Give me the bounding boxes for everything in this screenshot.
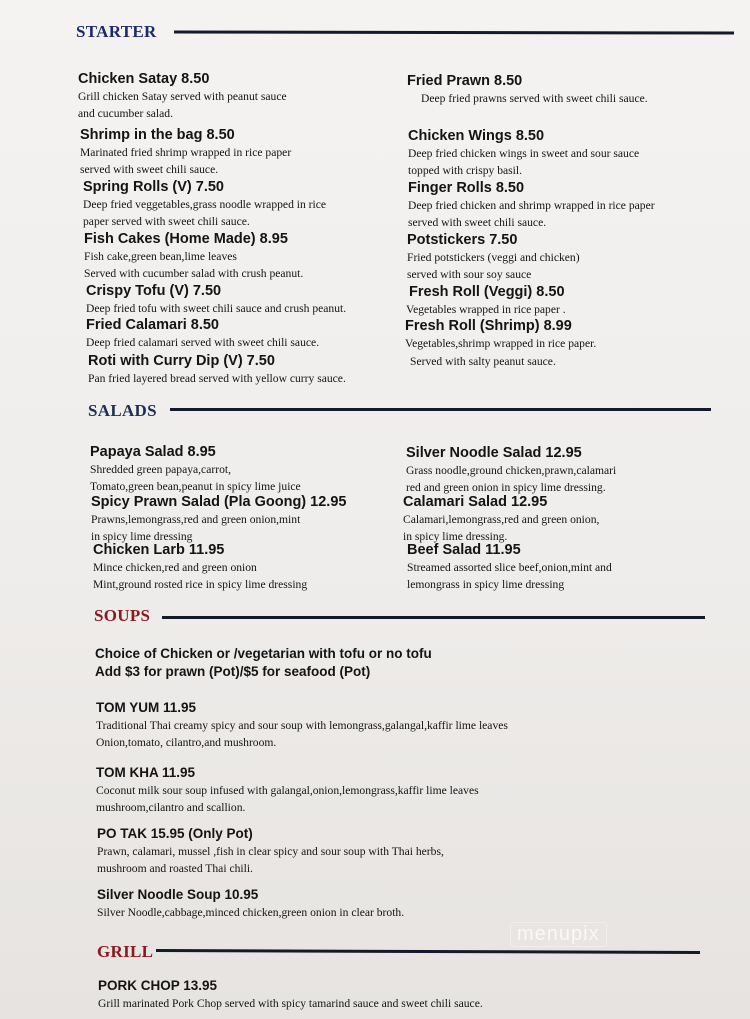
item-desc: Calamari,lemongrass,red and green onion, xyxy=(403,513,600,526)
menu-item xyxy=(403,493,599,545)
menu-item xyxy=(86,316,319,351)
section-title-grill: GRILL xyxy=(97,942,154,961)
item-name: PO TAK 15.95 (Only Pot) xyxy=(97,826,253,841)
item-desc: mushroom and roasted Thai chili. xyxy=(97,862,253,875)
item-desc: Streamed assorted slice beef,onion,mint and xyxy=(407,561,612,574)
item-name: Fried Prawn 8.50 xyxy=(407,73,523,89)
item-desc: Vegetables wrapped in rice paper . xyxy=(406,303,566,316)
item-desc: in spicy lime dressing. xyxy=(403,530,508,543)
menu-item xyxy=(405,317,596,352)
menu-item xyxy=(408,127,639,179)
item-desc: topped with crispy basil. xyxy=(408,164,522,177)
item-desc: Silver Noodle,cabbage,minced chicken,green onion in clear broth. xyxy=(97,906,405,919)
soups-note: Add $3 for prawn (Pot)/$5 for seafood (Pot) xyxy=(95,664,371,679)
soups-note: Choice of Chicken or /vegetarian with tofu or no tofu xyxy=(95,646,432,661)
item-desc: Vegetables,shrimp wrapped in rice paper. xyxy=(405,337,597,350)
item-desc: Marinated fried shrimp wrapped in rice paper xyxy=(80,146,292,159)
item-desc: Grass noodle,ground chicken,prawn,calamari xyxy=(406,464,617,477)
item-name: Finger Rolls 8.50 xyxy=(408,180,525,196)
menu-item xyxy=(86,282,346,317)
menu-item xyxy=(91,493,346,545)
item-desc: Onion,tomato, cilantro,and mushroom. xyxy=(96,736,277,749)
section-title-salads: SALADS xyxy=(88,401,157,420)
item-name: Fresh Roll (Shrimp) 8.99 xyxy=(405,318,572,334)
item-desc: Shredded green papaya,carrot, xyxy=(90,463,231,476)
menu-item xyxy=(407,231,580,283)
item-desc: paper served with sweet chili sauce. xyxy=(83,215,250,228)
item-desc: Grill marinated Pork Chop served with spicy tamarind sauce and sweet chili sauce. xyxy=(98,997,483,1010)
menu-item xyxy=(80,126,291,178)
item-desc: Fried potstickers (veggi and chicken) xyxy=(407,251,580,264)
section-rule-soups xyxy=(162,616,705,619)
menu-item xyxy=(406,283,566,318)
item-name: Chicken Satay 8.50 xyxy=(78,71,210,87)
item-desc: Traditional Thai creamy spicy and sour soup with lemongrass,galangal,kaffir lime leaves xyxy=(96,719,508,732)
item-name: TOM YUM 11.95 xyxy=(96,700,197,715)
item-desc: Tomato,green bean,peanut in spicy lime juice xyxy=(90,480,301,493)
item-desc: mushroom,cilantro and scallion. xyxy=(96,801,246,814)
menu-item xyxy=(78,70,287,122)
menu-item xyxy=(406,444,616,496)
section-rule-starter xyxy=(174,31,734,35)
menu-item xyxy=(96,699,508,751)
item-desc: Deep fried calamari served with sweet chili sauce. xyxy=(86,336,320,349)
item-name: Chicken Wings 8.50 xyxy=(408,128,545,144)
item-desc: Mint,ground rosted rice in spicy lime dressing xyxy=(93,578,308,591)
item-desc: Coconut milk sour soup infused with galangal,onion,lemongrass,kaffir lime leaves xyxy=(96,784,479,797)
menu-item xyxy=(84,230,303,282)
item-desc: lemongrass in spicy lime dressing xyxy=(407,578,565,591)
item-name: Fried Calamari 8.50 xyxy=(86,317,219,333)
item-name: Crispy Tofu (V) 7.50 xyxy=(86,283,222,299)
item-desc: Pan fried layered bread served with yellow curry sauce. xyxy=(88,372,346,385)
section-title-starter: STARTER xyxy=(76,22,157,41)
item-name: Silver Noodle Salad 12.95 xyxy=(406,445,582,461)
item-desc: in spicy lime dressing xyxy=(91,530,193,543)
item-desc: Deep fried chicken and shrimp wrapped in rice paper xyxy=(408,199,655,212)
item-name: Beef Salad 11.95 xyxy=(407,542,521,558)
section-title-soups: SOUPS xyxy=(94,606,151,625)
menu-item xyxy=(90,443,301,495)
item-name: Papaya Salad 8.95 xyxy=(90,444,216,460)
item-name: Fresh Roll (Veggi) 8.50 xyxy=(409,284,565,300)
item-name: Fish Cakes (Home Made) 8.95 xyxy=(84,231,288,247)
item-desc: Prawn, calamari, mussel ,fish in clear spicy and sour soup with Thai herbs, xyxy=(97,845,444,858)
item-desc: Deep fried prawns served with sweet chili sauce. xyxy=(421,92,648,105)
menu-item xyxy=(93,541,307,593)
item-desc: red and green onion in spicy lime dressing. xyxy=(406,481,606,494)
item-desc: served with sweet chili sauce. xyxy=(80,163,219,176)
menu-item xyxy=(98,977,483,1012)
item-desc: served with sweet chili sauce. xyxy=(408,216,547,229)
item-name: Silver Noodle Soup 10.95 xyxy=(97,887,259,902)
item-desc: Fish cake,green bean,lime leaves xyxy=(84,250,237,263)
item-name: Potstickers 7.50 xyxy=(407,232,518,248)
item-desc: Deep fried veggetables,grass noodle wrapped in rice xyxy=(83,198,327,211)
item-name: Spring Rolls (V) 7.50 xyxy=(83,179,224,195)
item-desc: Mince chicken,red and green onion xyxy=(93,561,257,574)
item-desc: and cucumber salad. xyxy=(78,107,173,120)
item-name: Calamari Salad 12.95 xyxy=(403,494,548,510)
menu-item xyxy=(97,886,404,921)
item-desc: Deep fried tofu with sweet chili sauce and crush peanut. xyxy=(86,302,347,315)
menu-item xyxy=(96,764,479,816)
section-rule-salads xyxy=(170,408,711,411)
item-desc: Prawns,lemongrass,red and green onion,mint xyxy=(91,513,301,526)
watermark: menupix xyxy=(510,922,607,947)
menu-item xyxy=(407,72,648,107)
item-name: TOM KHA 11.95 xyxy=(96,765,196,780)
menu-item xyxy=(83,178,326,230)
item-name: Spicy Prawn Salad (Pla Goong) 12.95 xyxy=(91,494,347,510)
item-desc: Grill chicken Satay served with peanut sauce xyxy=(78,90,287,103)
menu-item xyxy=(410,353,556,370)
item-name: Chicken Larb 11.95 xyxy=(93,542,225,558)
item-name: Shrimp in the bag 8.50 xyxy=(80,127,235,143)
item-desc: Deep fried chicken wings in sweet and sour sauce xyxy=(408,147,640,160)
menu-item xyxy=(407,541,612,593)
item-name: Roti with Curry Dip (V) 7.50 xyxy=(88,353,275,369)
menu-item xyxy=(408,179,655,231)
item-desc: served with sour soy sauce xyxy=(407,268,532,281)
item-name: PORK CHOP 13.95 xyxy=(98,978,218,993)
item-desc: Served with salty peanut sauce. xyxy=(410,355,556,368)
menu-item xyxy=(88,352,346,387)
item-desc: Served with cucumber salad with crush peanut. xyxy=(84,267,304,280)
menu-item xyxy=(97,825,444,877)
section-rule-grill xyxy=(156,949,700,954)
